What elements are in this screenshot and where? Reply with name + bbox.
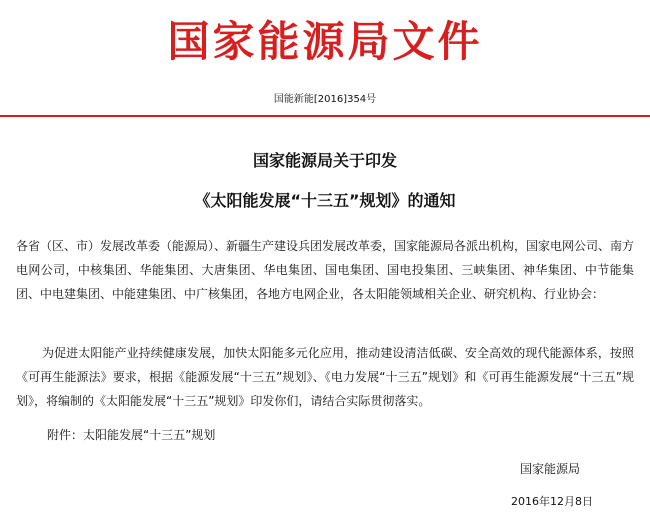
document-title-line-1: 国家能源局关于印发 bbox=[252, 151, 397, 170]
issue-date: 2016年12月8日 bbox=[511, 495, 593, 508]
document-number: 国能新能[2016]354号 bbox=[273, 94, 377, 105]
document-title-line-2: 《太阳能发展“十三五”规划》的通知 bbox=[194, 191, 456, 210]
issuer-signature: 国家能源局 bbox=[520, 462, 581, 476]
document-header: 国家能源局文件 bbox=[167, 17, 483, 66]
header-divider bbox=[0, 115, 650, 117]
body-paragraph: 为促进太阳能产业持续健康发展，加快太阳能多元化应用，推动建设清洁低碳、安全高效的现代能源体系，按照《可再生能源法》要求，根据《能源发展“十三五”规划》、《电力发展“十三五”规划》和《可再生能源发展“十三五”规划》，将编制的《太阳能发展“十三五”规划》印发你们，请结合实际贯彻落实。 bbox=[16, 346, 634, 408]
addressee-paragraph: 各省（区、市）发展改革委（能源局）、新疆生产建设兵团发展改革委，国家能源局各派出机构，国家电网公司、南方电网公司，中核集团、华能集团、大唐集团、华电集团、国电集团、国电投集团、三峡集团、神华集团、中节能集团、中电建集团、中能建集团、中广核集团，各地方电网企业，各太阳能领域相关企业、研究机构、行业协会： bbox=[16, 239, 635, 301]
attachment-line: 附件：太阳能发展“十三五”规划 bbox=[47, 428, 216, 442]
